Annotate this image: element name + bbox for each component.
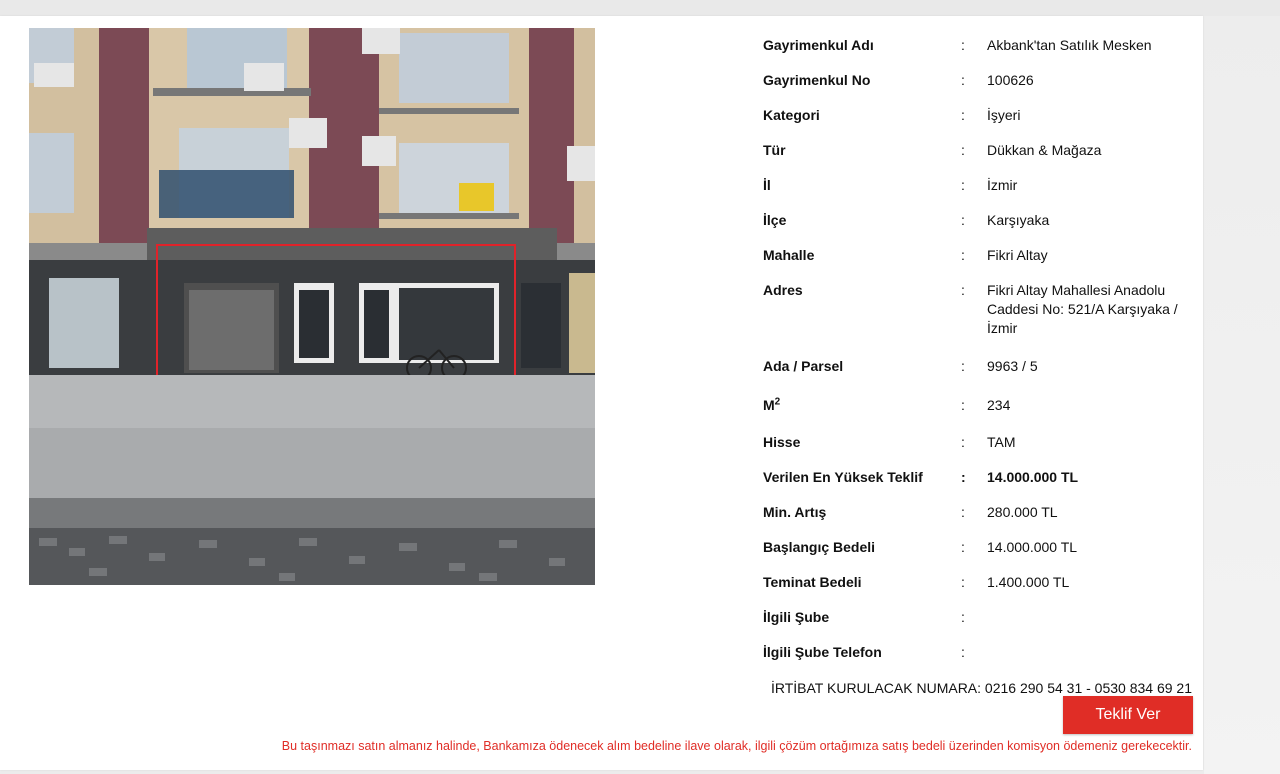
area-unit-superscript: 2 (774, 396, 781, 408)
detail-row-highest-offer (763, 468, 1193, 503)
detail-value: Fikri Altay Mahallesi Anadolu Caddesi No: 521/A Karşıyaka / İzmir (987, 282, 1178, 336)
detail-label: İlçe (763, 212, 787, 228)
detail-label (763, 396, 953, 414)
detail-value: 234 (987, 397, 1011, 413)
detail-value: Fikri Altay (987, 247, 1048, 263)
detail-value: Karşıyaka (987, 212, 1050, 228)
detail-separator: : (961, 37, 965, 53)
detail-value: İzmir (987, 177, 1018, 193)
detail-label: Min. Artış (763, 504, 827, 520)
detail-separator: : (961, 358, 965, 374)
detail-separator: : (961, 397, 965, 413)
detail-separator: : (961, 504, 965, 520)
detail-row-district (763, 211, 1193, 246)
detail-separator: : (961, 107, 965, 123)
detail-value: 14.000.000 TL (987, 539, 1078, 555)
detail-value: 9963 / 5 (987, 358, 1038, 374)
detail-value: İşyeri (987, 107, 1021, 123)
detail-separator: : (961, 434, 965, 450)
detail-value: 14.000.000 TL (987, 469, 1079, 485)
detail-value: Akbank'tan Satılık Mesken (987, 37, 1152, 53)
detail-row-address (763, 281, 1193, 357)
detail-row-parcel (763, 357, 1193, 396)
detail-row-type (763, 141, 1193, 176)
contact-number: İRTİBAT KURULACAK NUMARA: 0216 290 54 31 - 0530 834 69 21 (770, 680, 1192, 696)
detail-row-share (763, 433, 1193, 468)
area-unit-label: M (763, 397, 775, 413)
detail-row-category (763, 106, 1193, 141)
detail-row-area (763, 396, 1193, 433)
property-details (763, 36, 1193, 678)
detail-label: Verilen En Yüksek Teklif (763, 469, 923, 485)
detail-separator: : (961, 539, 965, 555)
page-margin (1204, 16, 1280, 774)
detail-row-starting-price (763, 538, 1193, 573)
detail-separator: : (961, 142, 965, 158)
detail-label: Gayrimenkul No (763, 72, 871, 88)
detail-separator: : (961, 212, 965, 228)
detail-row-neighborhood (763, 246, 1193, 281)
detail-row-branch (763, 608, 1193, 643)
detail-value: Dükkan & Mağaza (987, 142, 1102, 158)
detail-label: İl (763, 177, 771, 193)
detail-separator: : (961, 609, 965, 625)
commission-notice: Bu taşınmazı satın almanız halinde, Bankamıza ödenecek alım bedeline ilave olarak, ilgili çözüm ortağımıza satış bedeli üzerinden komisyon ödemeniz gerekecektir. (281, 739, 1192, 753)
detail-label: Hisse (763, 434, 801, 450)
detail-value: TAM (987, 434, 1016, 450)
detail-label: Adres (763, 282, 803, 298)
detail-label: Tür (763, 142, 786, 158)
make-offer-button[interactable]: Teklif Ver (1063, 696, 1193, 734)
detail-separator: : (961, 72, 965, 88)
detail-label: Ada / Parsel (763, 358, 844, 374)
detail-label: Gayrimenkul Adı (763, 37, 874, 53)
listing-card (0, 16, 1203, 770)
detail-label: Başlangıç Bedeli (763, 539, 876, 555)
detail-separator: : (961, 247, 965, 263)
property-photo[interactable] (29, 28, 595, 585)
detail-row-branch-phone (763, 643, 1193, 678)
detail-row-deposit (763, 573, 1193, 608)
detail-row-name (763, 36, 1193, 71)
detail-value: 1.400.000 TL (987, 574, 1070, 590)
detail-separator: : (961, 282, 965, 298)
detail-separator: : (961, 574, 965, 590)
detail-row-province (763, 176, 1193, 211)
detail-label: İlgili Şube (763, 609, 830, 625)
top-bar (0, 0, 1280, 16)
detail-value: 100626 (987, 72, 1034, 88)
detail-label: İlgili Şube Telefon (763, 644, 882, 660)
detail-separator: : (961, 644, 965, 660)
detail-label: Kategori (763, 107, 820, 123)
detail-label: Teminat Bedeli (763, 574, 862, 590)
detail-separator: : (961, 469, 966, 485)
detail-row-min-increment (763, 503, 1193, 538)
detail-row-number (763, 71, 1193, 106)
detail-label: Mahalle (763, 247, 815, 263)
detail-separator: : (961, 177, 965, 193)
detail-value: 280.000 TL (987, 504, 1058, 520)
